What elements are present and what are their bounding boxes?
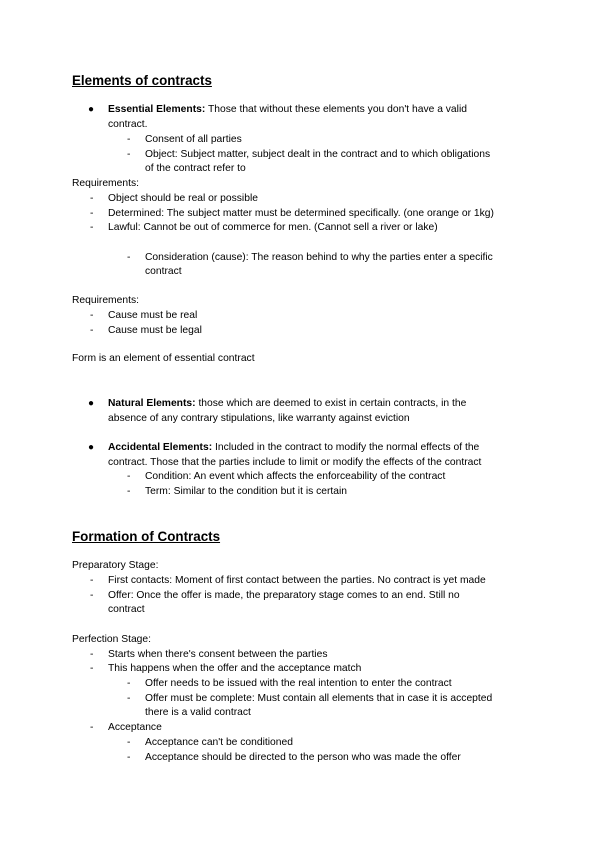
requirements-label: Requirements:	[72, 178, 139, 189]
form-note: Form is an element of essential contract	[72, 353, 255, 364]
dash-icon: -	[90, 310, 94, 321]
section-title-elements: Elements of contracts	[72, 73, 212, 88]
requirements-label: Requirements:	[72, 295, 139, 306]
natural-elements-label: Natural Elements:	[108, 398, 196, 409]
list-item: First contacts: Moment of first contact between the parties. No contract is yet made	[108, 575, 486, 586]
list-item: Condition: An event which affects the enforceability of the contract	[145, 471, 446, 482]
list-item: Object should be real or possible	[108, 193, 258, 204]
dash-icon: -	[90, 325, 94, 336]
list-item: Acceptance should be directed to the person who was made the offer	[145, 752, 461, 763]
accidental-elements-text: Included in the contract to modify the normal effects of the	[215, 442, 480, 453]
bullet-icon: ●	[88, 104, 95, 115]
essential-elements-line2: contract.	[108, 119, 148, 130]
natural-elements-line1	[108, 397, 466, 411]
dash-icon: -	[90, 649, 94, 660]
essential-elements-line1	[108, 103, 467, 117]
list-item-continuation: of the contract refer to	[145, 163, 246, 174]
dash-icon: -	[127, 486, 131, 497]
dash-icon: -	[127, 252, 131, 263]
dash-icon: -	[127, 678, 131, 689]
dash-icon: -	[90, 575, 94, 586]
dash-icon: -	[127, 693, 131, 704]
consideration-line2: contract	[145, 266, 182, 277]
dash-icon: -	[90, 193, 94, 204]
list-item: Offer must be complete: Must contain all elements that in case it is accepted	[145, 693, 493, 704]
dash-icon: -	[90, 590, 94, 601]
list-item: This happens when the offer and the acceptance match	[108, 663, 362, 674]
list-item: Cause must be real	[108, 310, 198, 321]
list-item: Lawful: Cannot be out of commerce for men. (Cannot sell a river or lake)	[108, 222, 438, 233]
dash-icon: -	[90, 208, 94, 219]
dash-icon: -	[127, 134, 131, 145]
list-item: Starts when there's consent between the parties	[108, 649, 328, 660]
dash-icon: -	[90, 663, 94, 674]
dash-icon: -	[90, 222, 94, 233]
list-item: Object: Subject matter, subject dealt in the contract and to which obligations	[145, 149, 491, 160]
list-item: Acceptance can't be conditioned	[145, 737, 293, 748]
list-item-continuation: contract	[108, 604, 145, 615]
dash-icon: -	[90, 722, 94, 733]
list-item: Offer: Once the offer is made, the preparatory stage comes to an end. Still no	[108, 590, 460, 601]
list-item-continuation: there is a valid contract	[145, 707, 251, 718]
natural-elements-line2: absence of any contrary stipulations, like warranty against eviction	[108, 413, 410, 424]
list-item: Acceptance	[108, 722, 162, 733]
dash-icon: -	[127, 752, 131, 763]
accidental-elements-line2: contract. Those that the parties include to limit or modify the effects of the contract	[108, 457, 482, 468]
list-item: Consent of all parties	[145, 134, 242, 145]
dash-icon: -	[127, 737, 131, 748]
preparatory-stage-label: Preparatory Stage:	[72, 560, 159, 571]
list-item: Determined: The subject matter must be determined specifically. (one orange or 1kg)	[108, 208, 494, 219]
bullet-icon: ●	[88, 398, 95, 409]
essential-elements-label: Essential Elements:	[108, 104, 206, 115]
perfection-stage-label: Perfection Stage:	[72, 634, 151, 645]
list-item: Cause must be legal	[108, 325, 202, 336]
list-item: Offer needs to be issued with the real intention to enter the contract	[145, 678, 452, 689]
list-item: Term: Similar to the condition but it is certain	[145, 486, 348, 497]
accidental-elements-label: Accidental Elements:	[108, 442, 213, 453]
section-title-formation: Formation of Contracts	[72, 529, 221, 544]
accidental-elements-line1	[108, 441, 479, 455]
dash-icon: -	[127, 149, 131, 160]
dash-icon: -	[127, 471, 131, 482]
natural-elements-text: those which are deemed to exist in certain contracts, in the	[198, 398, 467, 409]
consideration-line1: Consideration (cause): The reason behind to why the parties enter a specific	[145, 252, 493, 263]
essential-elements-text: Those that without these elements you don't have a valid	[207, 104, 467, 115]
bullet-icon: ●	[88, 442, 95, 453]
